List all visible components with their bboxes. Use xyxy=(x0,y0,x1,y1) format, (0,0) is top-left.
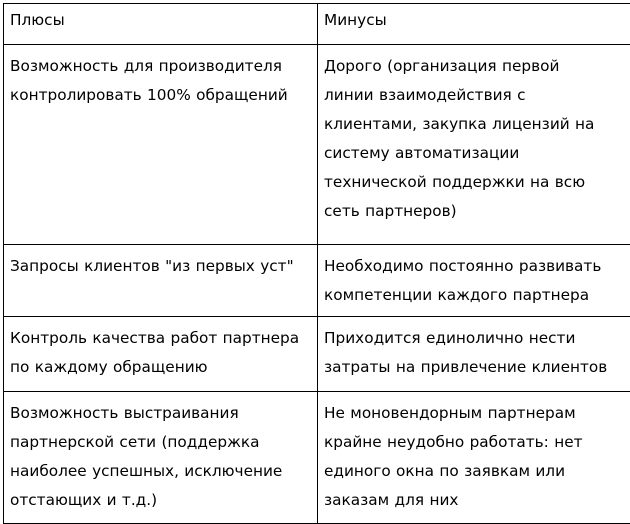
cons-text: Не моновендорным партнерам крайне неудобно работать: нет единого окна по заявкам или заказам для них xyxy=(324,399,630,515)
header-cons-label: Минусы xyxy=(324,6,630,35)
cons-text: Необходимо постоянно развивать компетенции каждого партнера xyxy=(324,252,630,310)
header-pros xyxy=(4,4,318,45)
header-pros-label: Плюсы xyxy=(10,6,312,35)
pros-cons-table-container xyxy=(3,3,624,524)
cons-cell xyxy=(318,317,630,392)
table-row xyxy=(4,245,630,317)
table-row xyxy=(4,317,630,392)
cons-cell xyxy=(318,392,630,524)
cons-cell xyxy=(318,245,630,317)
pros-cons-table xyxy=(3,3,630,524)
pros-cell xyxy=(4,245,318,317)
pros-cell xyxy=(4,317,318,392)
pros-text: Запросы клиентов "из первых уст" xyxy=(10,252,312,281)
cons-text: Приходится единолично нести затраты на привлечение клиентов xyxy=(324,324,630,382)
pros-text: Возможность выстраивания партнерской сети (поддержка наиболее успешных, исключение отстающих и т.д.) xyxy=(10,399,312,515)
table-header-row xyxy=(4,4,630,45)
pros-cell xyxy=(4,392,318,524)
pros-cell xyxy=(4,45,318,245)
cons-cell xyxy=(318,45,630,245)
header-cons xyxy=(318,4,630,45)
table-row xyxy=(4,45,630,245)
cons-text: Дорого (организация первой линии взаимодействия с клиентами, закупка лицензий на систему автоматизации технической поддержки на всю сеть партнеров) xyxy=(324,52,630,226)
table-row xyxy=(4,392,630,524)
pros-text: Контроль качества работ партнера по каждому обращению xyxy=(10,324,312,382)
pros-text: Возможность для производителя контролировать 100% обращений xyxy=(10,52,312,110)
